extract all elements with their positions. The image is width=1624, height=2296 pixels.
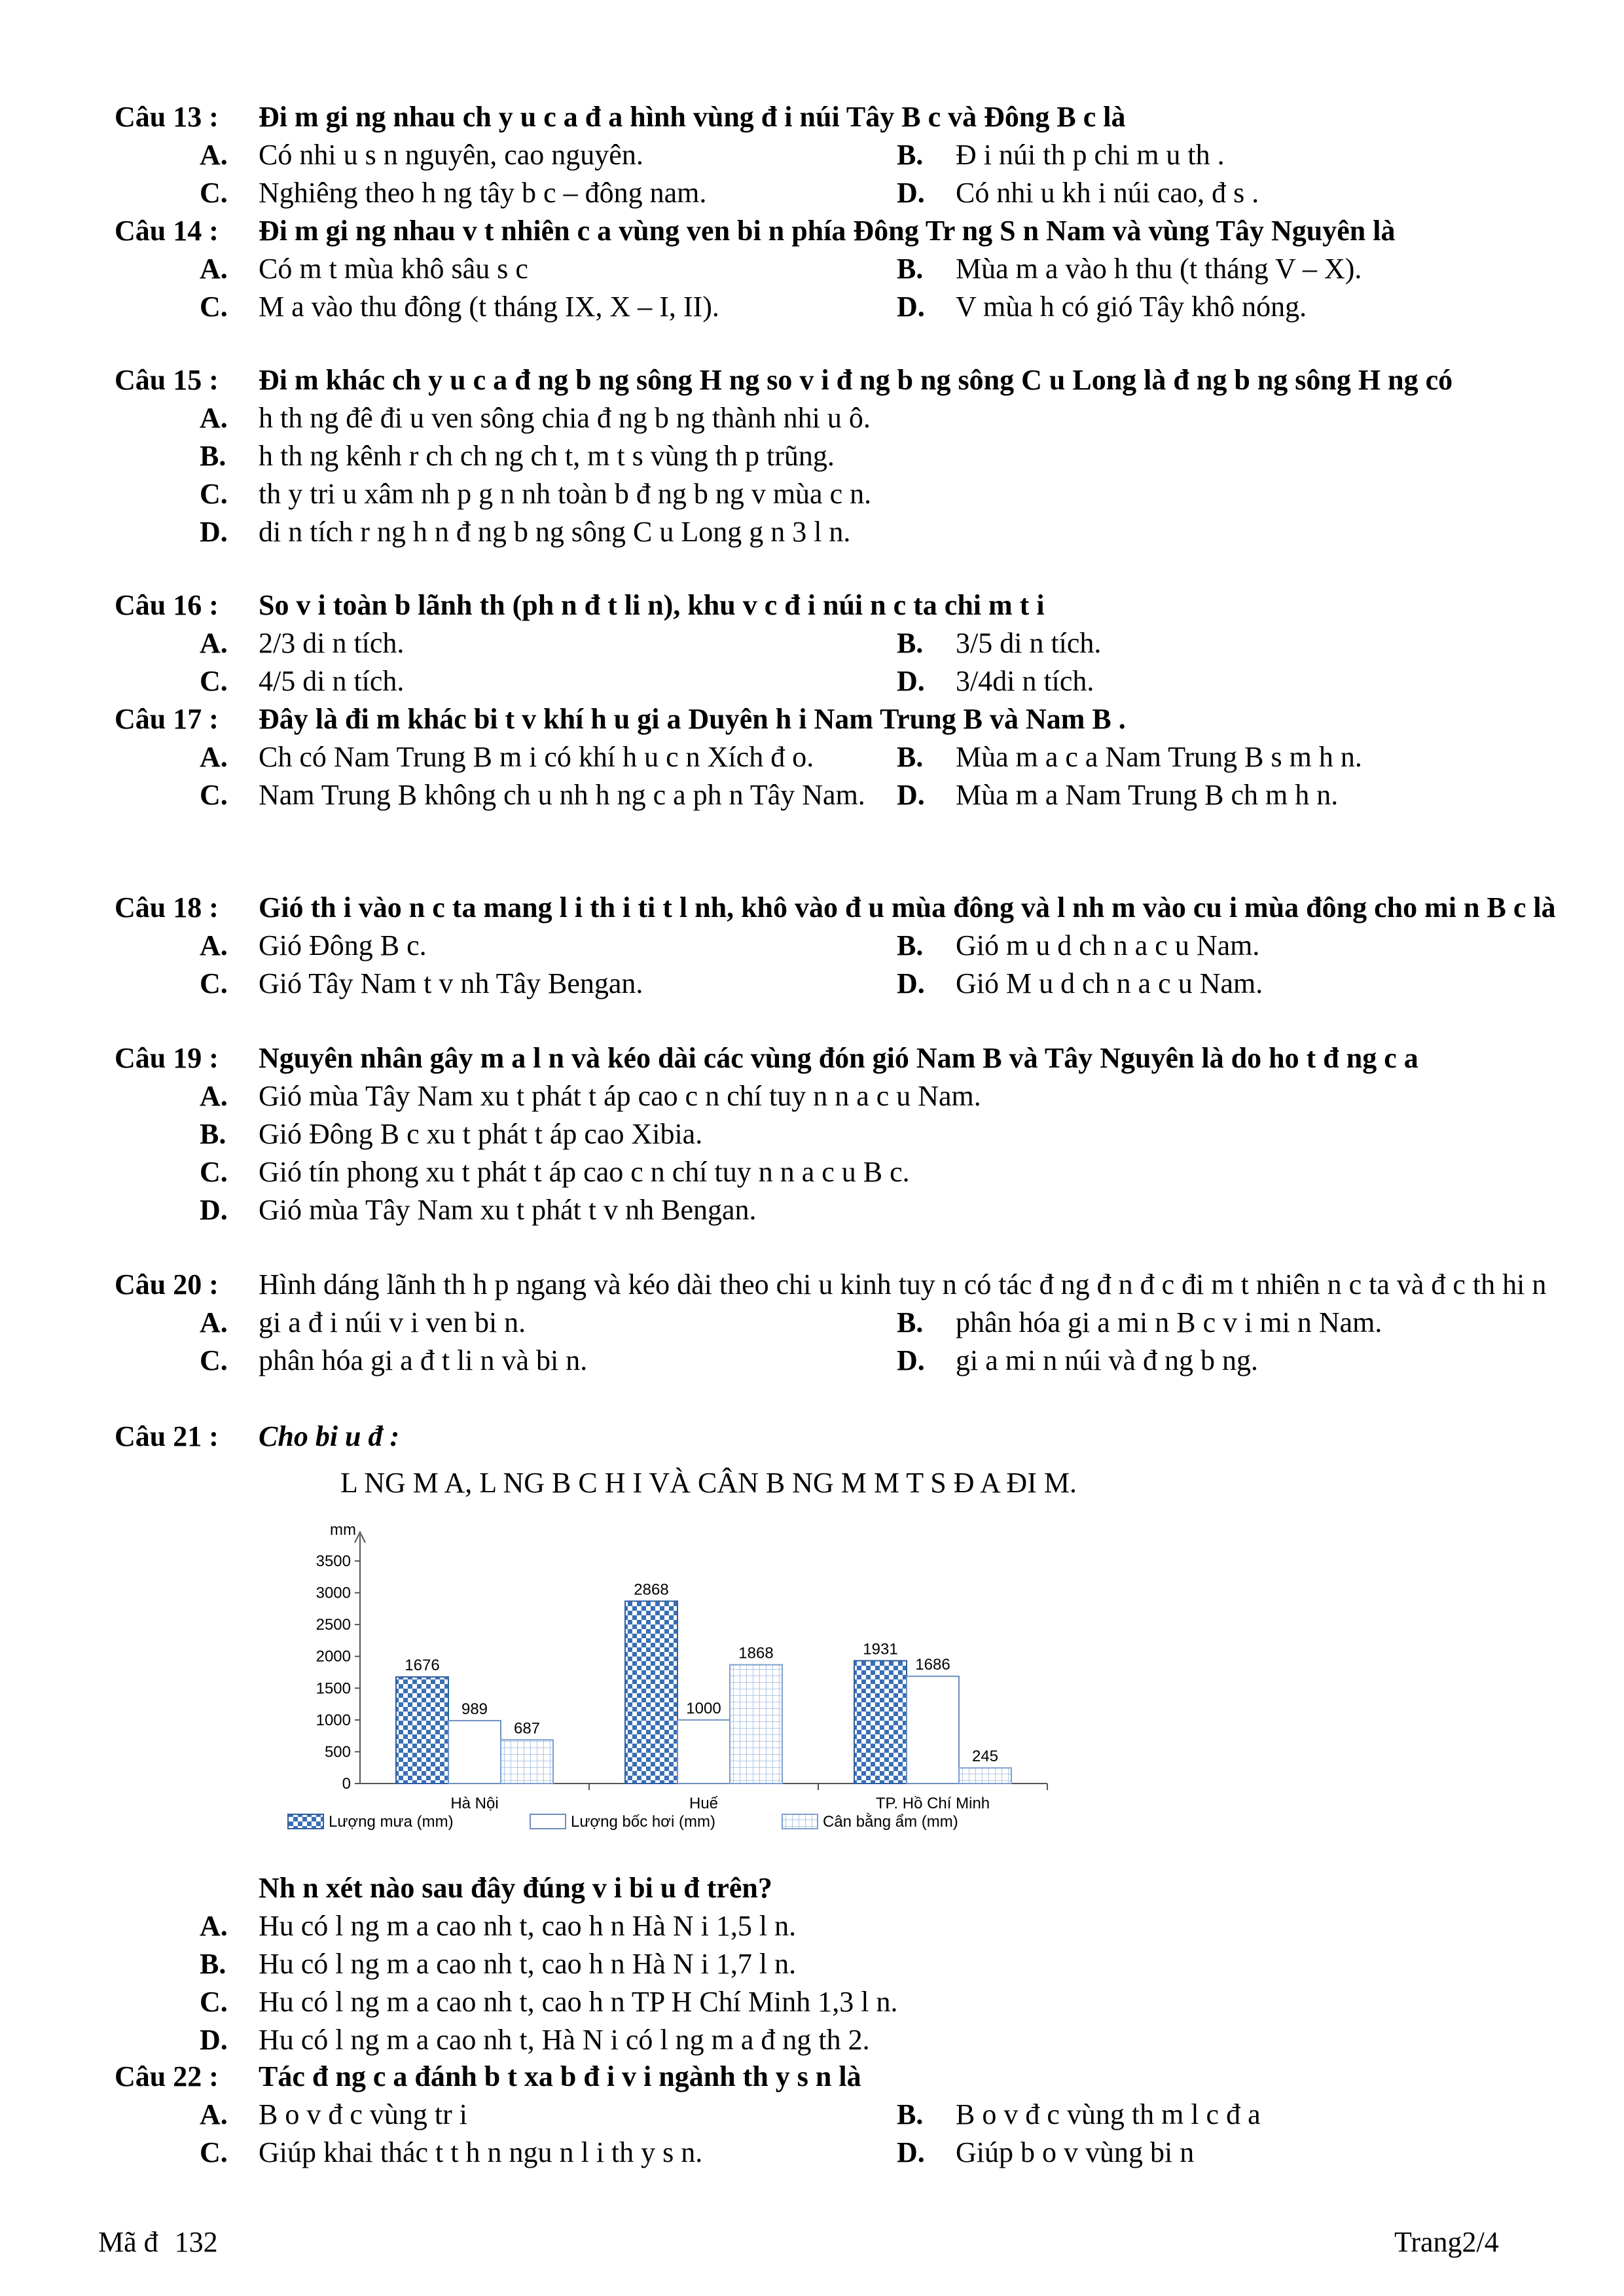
question-17: [115, 700, 1594, 814]
y-tick-label: 1500: [316, 1679, 351, 1698]
option-b[interactable]: [200, 1945, 1594, 1983]
option-c[interactable]: [200, 965, 897, 1003]
option-d[interactable]: [897, 965, 1594, 1003]
option-letter: B.: [200, 1948, 226, 1980]
option-text: h th ng kênh r ch ch ng ch t, m t s vùng th p trũng.: [259, 440, 835, 472]
option-a[interactable]: [200, 136, 897, 174]
exam-code-label: Mã đ: [98, 2226, 158, 2258]
question-label: Câu 20 :: [115, 1268, 219, 1300]
option-text: Giúp khai thác t t h n ngu n l i th y s n.: [259, 2136, 703, 2168]
y-tick-label: 1000: [316, 1711, 351, 1729]
question-text: Đi m gi ng nhau ch y u c a đ a hình vùng đ i núi Tây B c và Đông B c là: [259, 101, 1126, 133]
question-label: Câu 22 :: [115, 2060, 219, 2092]
option-letter: C.: [200, 1344, 228, 1376]
question-label: Câu 16 :: [115, 589, 219, 621]
bar: [501, 1740, 553, 1784]
bar: [677, 1720, 730, 1784]
option-text: 2/3 di n tích.: [259, 627, 405, 659]
option-letter: A.: [200, 139, 228, 171]
option-d[interactable]: [200, 1191, 1594, 1229]
option-letter: C.: [200, 665, 228, 697]
question-label: Câu 18 :: [115, 891, 219, 924]
option-c[interactable]: [200, 662, 897, 700]
option-letter: D.: [897, 779, 925, 811]
option-text: Gió mùa Tây Nam xu t phát t v nh Bengan.: [259, 1194, 757, 1226]
option-d[interactable]: [897, 2134, 1594, 2172]
bar-value-label: 1931: [863, 1640, 898, 1659]
option-letter: B.: [897, 1306, 924, 1338]
option-text: h th ng đê đi u ven sông chia đ ng b ng thành nhi u ô.: [259, 402, 871, 434]
option-text: Có m t mùa khô sâu s c: [259, 253, 528, 285]
option-text: Giúp b o v vùng bi n: [956, 2136, 1195, 2168]
bar-chart: [275, 1505, 1087, 1859]
option-d[interactable]: [200, 2021, 1594, 2059]
option-b[interactable]: [897, 1304, 1594, 1342]
option-letter: D.: [200, 2024, 228, 2056]
legend-swatch: [288, 1814, 323, 1829]
question-text: Hình dáng lãnh th h p ngang và kéo dài theo chi u kinh tuy n có tác đ ng đ n đ c đi m t nhiên n c ta và đ c th hi n: [259, 1268, 1547, 1300]
bar: [907, 1676, 959, 1784]
exam-code-value: 132: [174, 2226, 218, 2258]
option-a[interactable]: [200, 399, 1594, 437]
option-d[interactable]: [897, 776, 1594, 814]
option-letter: D.: [200, 1194, 228, 1226]
option-c[interactable]: [200, 1983, 1594, 2021]
option-text: phân hóa gi a mi n B c v i mi n Nam.: [956, 1306, 1382, 1338]
question-text: Đi m khác ch y u c a đ ng b ng sông H ng so v i đ ng b ng sông C u Long là đ ng b ng sông H ng có: [259, 364, 1453, 396]
question-label: Câu 19 :: [115, 1042, 219, 1074]
option-b[interactable]: [897, 136, 1594, 174]
option-text: Gió m u d ch n a c u Nam.: [956, 929, 1260, 961]
question-text: Gió th i vào n c ta mang l i th i ti t l nh, khô vào đ u mùa đông và l nh m vào cu i mùa đông cho mi n B c là: [259, 891, 1556, 924]
option-letter: D.: [897, 665, 925, 697]
y-tick-label: 0: [342, 1775, 351, 1793]
option-a[interactable]: [200, 2096, 897, 2134]
option-text: Hu có l ng m a cao nh t, cao h n Hà N i 1,5 l n.: [259, 1910, 797, 1942]
option-letter: A.: [200, 1306, 228, 1338]
option-text: Mùa m a c a Nam Trung B s m h n.: [956, 741, 1362, 773]
question-15: [115, 361, 1594, 551]
option-letter: C.: [200, 2136, 228, 2168]
option-text: gi a mi n núi và đ ng b ng.: [956, 1344, 1258, 1376]
option-d[interactable]: [897, 288, 1594, 326]
option-letter: D.: [897, 2136, 925, 2168]
option-text: th y tri u xâm nh p g n nh toàn b đ ng b ng v mùa c n.: [259, 478, 872, 510]
option-text: gi a đ i núi v i ven bi n.: [259, 1306, 526, 1338]
option-letter: A.: [200, 627, 228, 659]
option-c[interactable]: [200, 288, 897, 326]
option-c[interactable]: [200, 776, 897, 814]
option-b[interactable]: [897, 927, 1594, 965]
option-text: 4/5 di n tích.: [259, 665, 405, 697]
option-text: Nam Trung B không ch u nh h ng c a ph n Tây Nam.: [259, 779, 865, 811]
option-letter: A.: [200, 402, 228, 434]
option-letter: A.: [200, 741, 228, 773]
option-a[interactable]: [200, 250, 897, 288]
option-letter: B.: [897, 627, 924, 659]
question-label: Câu 13 :: [115, 101, 219, 133]
y-tick-label: 2000: [316, 1647, 351, 1666]
option-letter: C.: [200, 779, 228, 811]
option-text: Gió Tây Nam t v nh Tây Bengan.: [259, 967, 643, 999]
y-axis-unit: mm: [330, 1521, 356, 1539]
option-letter: C.: [200, 1986, 228, 2018]
question-16: [115, 586, 1594, 700]
question-text: Đi m gi ng nhau v t nhiên c a vùng ven bi n phía Đông Tr ng S n Nam và vùng Tây Nguyên là: [259, 215, 1396, 247]
option-text: M a vào thu đông (t tháng IX, X – I, II).: [259, 291, 719, 323]
option-text: Có nhi u kh i núi cao, đ s .: [956, 177, 1259, 209]
bar: [854, 1660, 907, 1784]
option-a[interactable]: [200, 1077, 1594, 1115]
question-text: So v i toàn b lãnh th (ph n đ t li n), khu v c đ i núi n c ta chi m t i: [259, 589, 1045, 621]
question-text: Nguyên nhân gây m a l n và kéo dài các vùng đón gió Nam B và Tây Nguyên là do ho t đ ng c a: [259, 1042, 1418, 1074]
x-tick-label: TP. Hồ Chí Minh: [875, 1795, 990, 1812]
y-tick-label: 2500: [316, 1616, 351, 1634]
option-b[interactable]: [200, 437, 1594, 475]
option-a[interactable]: [200, 624, 897, 662]
page-number: Trang2/4: [1394, 2226, 1499, 2258]
option-letter: C.: [200, 177, 228, 209]
option-text: Đ i núi th p chi m u th .: [956, 139, 1225, 171]
question-subtext: Nh n xét nào sau đây đúng v i bi u đ trên?: [259, 1872, 772, 1904]
option-text: Mùa m a vào h thu (t tháng V – X).: [956, 253, 1362, 285]
question-21-options: [115, 1869, 1594, 2059]
option-text: Gió M u d ch n a c u Nam.: [956, 967, 1263, 999]
bar-value-label: 2868: [634, 1581, 669, 1599]
option-text: 3/4di n tích.: [956, 665, 1094, 697]
question-13: [115, 98, 1594, 212]
option-letter: A.: [200, 929, 228, 961]
question-label: Câu 21 :: [115, 1420, 219, 1452]
legend-swatch: [782, 1814, 818, 1829]
option-letter: B.: [897, 139, 924, 171]
option-letter: A.: [200, 253, 228, 285]
option-a[interactable]: [200, 927, 897, 965]
bar-value-label: 1686: [915, 1656, 950, 1674]
question-22: [115, 2058, 1594, 2172]
x-tick-label: Hà Nội: [450, 1795, 499, 1812]
option-a[interactable]: [200, 738, 897, 776]
legend-label: Cân bằng ẩm (mm): [823, 1813, 958, 1831]
bar: [959, 1768, 1011, 1784]
legend-swatch: [530, 1814, 566, 1829]
question-text: Đây là đi m khác bi t v khí h u gi a Duyên h i Nam Trung B và Nam B .: [259, 703, 1126, 735]
exam-code: [98, 2225, 218, 2259]
legend-label: Lượng mưa (mm): [329, 1813, 454, 1831]
option-letter: D.: [897, 967, 925, 999]
option-c[interactable]: [200, 174, 897, 212]
option-letter: C.: [200, 1156, 228, 1188]
option-text: Hu có l ng m a cao nh t, cao h n TP H Chí Minh 1,3 l n.: [259, 1986, 898, 2018]
option-letter: B.: [897, 741, 924, 773]
bar-value-label: 1868: [738, 1644, 774, 1662]
option-letter: B.: [897, 929, 924, 961]
option-c[interactable]: [200, 1153, 1594, 1191]
question-14: [115, 212, 1594, 326]
option-letter: C.: [200, 291, 228, 323]
option-c[interactable]: [200, 475, 1594, 513]
option-text: Ch có Nam Trung B m i có khí h u c n Xích đ o.: [259, 741, 814, 773]
x-tick-label: Huế: [689, 1795, 719, 1812]
option-text: Mùa m a Nam Trung B ch m h n.: [956, 779, 1339, 811]
option-d[interactable]: [200, 513, 1594, 551]
option-b[interactable]: [897, 624, 1594, 662]
option-text: B o v đ c vùng tr i: [259, 2098, 467, 2130]
option-d[interactable]: [897, 174, 1594, 212]
option-text: 3/5 di n tích.: [956, 627, 1102, 659]
option-text: Gió mùa Tây Nam xu t phát t áp cao c n chí tuy n n a c u Nam.: [259, 1080, 981, 1112]
option-b[interactable]: [897, 738, 1594, 776]
option-c[interactable]: [200, 1342, 897, 1380]
option-text: B o v đ c vùng th m l c đ a: [956, 2098, 1261, 2130]
option-a[interactable]: [200, 1907, 1594, 1945]
option-letter: D.: [897, 177, 925, 209]
option-text: Hu có l ng m a cao nh t, cao h n Hà N i 1,7 l n.: [259, 1948, 797, 1980]
option-letter: A.: [200, 2098, 228, 2130]
question-label: Câu 17 :: [115, 703, 219, 735]
option-text: phân hóa gi a đ t li n và bi n.: [259, 1344, 588, 1376]
option-text: Hu có l ng m a cao nh t, Hà N i có l ng m a đ ng th 2.: [259, 2024, 870, 2056]
question-20: [115, 1266, 1594, 1380]
option-text: Gió Đông B c.: [259, 929, 427, 961]
option-letter: A.: [200, 1080, 228, 1112]
option-text: Gió tín phong xu t phát t áp cao c n chí tuy n n a c u B c.: [259, 1156, 910, 1188]
option-text: V mùa h có gió Tây khô nóng.: [956, 291, 1307, 323]
bar: [448, 1721, 501, 1784]
option-d[interactable]: [897, 1342, 1594, 1380]
option-b[interactable]: [897, 2096, 1594, 2134]
option-letter: C.: [200, 478, 228, 510]
option-text: Gió Đông B c xu t phát t áp cao Xibia.: [259, 1118, 703, 1150]
option-text: Nghiêng theo h ng tây b c – đông nam.: [259, 177, 707, 209]
option-a[interactable]: [200, 1304, 897, 1342]
option-c[interactable]: [200, 2134, 897, 2172]
bar: [730, 1665, 782, 1784]
bar-value-label: 687: [513, 1719, 541, 1738]
question-label: Câu 15 :: [115, 364, 219, 396]
option-letter: B.: [200, 440, 226, 472]
question-18: [115, 889, 1594, 1003]
question-label: Câu 14 :: [115, 215, 219, 247]
bar-value-label: 1676: [405, 1657, 440, 1675]
option-letter: A.: [200, 1910, 228, 1942]
option-letter: D.: [200, 516, 228, 548]
option-letter: B.: [897, 2098, 924, 2130]
question-19: [115, 1039, 1594, 1229]
option-text: di n tích r ng h n đ ng b ng sông C u Long g n 3 l n.: [259, 516, 851, 548]
question-text: Cho bi u đ :: [259, 1420, 400, 1452]
bar-value-label: 1000: [686, 1699, 721, 1717]
bar: [396, 1677, 448, 1784]
option-b[interactable]: [200, 1115, 1594, 1153]
option-letter: B.: [200, 1118, 226, 1150]
bar: [625, 1601, 677, 1784]
question-text: Tác đ ng c a đánh b t xa b đ i v i ngành th y s n là: [259, 2060, 861, 2092]
bar-value-label: 989: [461, 1700, 488, 1718]
option-d[interactable]: [897, 662, 1594, 700]
question-21: [115, 1418, 1594, 1456]
y-tick-label: 3000: [316, 1584, 351, 1602]
chart-title: L NG M A, L NG B C H I VÀ CÂN B NG M M T S Đ A ĐI M.: [340, 1467, 1077, 1499]
bar-value-label: 245: [971, 1748, 999, 1766]
option-text: Có nhi u s n nguyên, cao nguyên.: [259, 139, 643, 171]
option-letter: D.: [897, 291, 925, 323]
option-letter: D.: [897, 1344, 925, 1376]
y-tick-label: 500: [324, 1743, 351, 1761]
option-b[interactable]: [897, 250, 1594, 288]
option-letter: C.: [200, 967, 228, 999]
option-letter: B.: [897, 253, 924, 285]
y-tick-label: 3500: [316, 1552, 351, 1570]
legend-label: Lượng bốc hơi (mm): [571, 1813, 715, 1831]
